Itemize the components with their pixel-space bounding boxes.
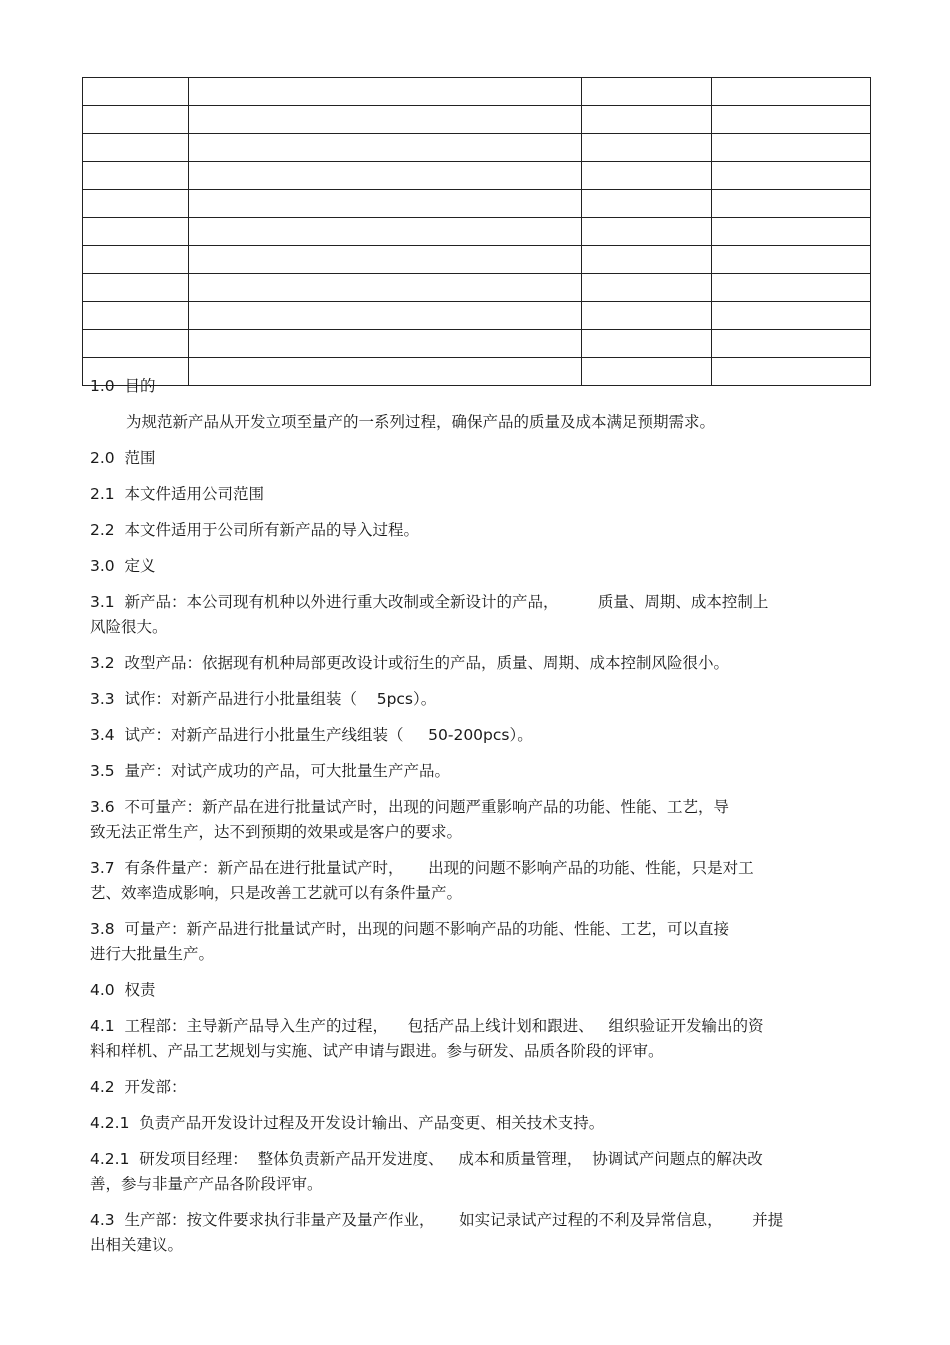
table-cell [189, 78, 582, 106]
paragraph: 4.3 生产部：按文件要求执行非量产及量产作业， 如实记录试产过程的不利及异常信息， 并提 出相关建议。 [90, 1211, 784, 1254]
table-cell [712, 134, 871, 162]
paragraph: 3.5 量产：对试产成功的产品，可大批量生产产品。 [90, 762, 451, 780]
paragraph: 2.2 本文件适用于公司所有新产品的导入过程。 [90, 521, 420, 539]
table-cell [712, 218, 871, 246]
table-cell [712, 274, 871, 302]
paragraph: 为规范新产品从开发立项至量产的一系列过程，确保产品的质量及成本满足预期需求。 [126, 413, 716, 431]
table-cell [582, 246, 712, 274]
table-row [83, 134, 871, 162]
table-cell [189, 134, 582, 162]
table-cell [582, 218, 712, 246]
paragraph: 2.0 范围 [90, 449, 156, 467]
table-row [83, 190, 871, 218]
paragraph: 3.4 试产：对新产品进行小批量生产线组装（ 50-200pcs）。 [90, 726, 533, 744]
table-row [83, 78, 871, 106]
table-cell [712, 302, 871, 330]
table-cell [83, 302, 189, 330]
table-row [83, 218, 871, 246]
paragraph: 4.0 权责 [90, 981, 156, 999]
paragraph: 3.7 有条件量产：新产品在进行批量试产时， 出现的问题不影响产品的功能、性能，只是对工 艺、效率造成影响，只是改善工艺就可以有条件量产。 [90, 859, 754, 902]
table-cell [189, 190, 582, 218]
table-row [83, 274, 871, 302]
table-row [83, 106, 871, 134]
table-cell [83, 190, 189, 218]
table-cell [712, 162, 871, 190]
table-cell [83, 218, 189, 246]
table-cell [189, 274, 582, 302]
paragraph: 4.2.1 研发项目经理： 整体负责新产品开发进度、 成本和质量管理， 协调试产问题点的解决改 善，参与非量产产品各阶段评审。 [90, 1150, 763, 1193]
paragraph: 3.1 新产品：本公司现有机种以外进行重大改制或全新设计的产品， 质量、周期、成本控制上 风险很大。 [90, 593, 769, 636]
paragraph: 2.1 本文件适用公司范围 [90, 485, 265, 503]
table-cell [582, 302, 712, 330]
table-cell [582, 274, 712, 302]
document-body [90, 374, 865, 1269]
table-cell [582, 162, 712, 190]
paragraph: 3.8 可量产：新产品进行批量试产时，出现的问题不影响产品的功能、性能、工艺，可以直接 进行大批量生产。 [90, 920, 730, 963]
paragraph: 3.6 不可量产：新产品在进行批量试产时，出现的问题严重影响产品的功能、性能、工艺，导 致无法正常生产，达不到预期的效果或是客户的要求。 [90, 798, 730, 841]
table-cell [582, 106, 712, 134]
table-cell [189, 330, 582, 358]
table-cell [582, 190, 712, 218]
table-cell [582, 330, 712, 358]
paragraph: 3.3 试作：对新产品进行小批量组装（ 5pcs）。 [90, 690, 437, 708]
paragraph: 3.0 定义 [90, 557, 156, 575]
table-cell [83, 78, 189, 106]
revision-table [82, 77, 871, 386]
table-cell [83, 246, 189, 274]
table-cell [582, 134, 712, 162]
table-cell [582, 78, 712, 106]
table-cell [83, 330, 189, 358]
table-cell [712, 330, 871, 358]
table-row [83, 246, 871, 274]
table-cell [189, 302, 582, 330]
table-cell [189, 218, 582, 246]
table-cell [189, 246, 582, 274]
table-cell [83, 134, 189, 162]
table-row [83, 162, 871, 190]
table-cell [189, 106, 582, 134]
paragraph: 1.0 目的 [90, 377, 156, 395]
table-row [83, 302, 871, 330]
table-cell [83, 274, 189, 302]
table-cell [712, 190, 871, 218]
paragraph: 4.2.1 负责产品开发设计过程及开发设计输出、产品变更、相关技术支持。 [90, 1114, 605, 1132]
table-cell [712, 106, 871, 134]
table-cell [83, 162, 189, 190]
table-cell [189, 162, 582, 190]
paragraph: 3.2 改型产品：依据现有机种局部更改设计或衍生的产品，质量、周期、成本控制风险很小。 [90, 654, 730, 672]
table-cell [712, 246, 871, 274]
paragraph: 4.2 开发部： [90, 1078, 187, 1096]
table-cell [712, 78, 871, 106]
table-cell [83, 106, 189, 134]
table-row [83, 330, 871, 358]
paragraph: 4.1 工程部：主导新产品导入生产的过程， 包括产品上线计划和跟进、 组织验证开发输出的资 料和样机、产品工艺规划与实施、试产申请与跟进。参与研发、品质各阶段的评审。 [90, 1017, 764, 1060]
revision-table-body [83, 78, 871, 386]
